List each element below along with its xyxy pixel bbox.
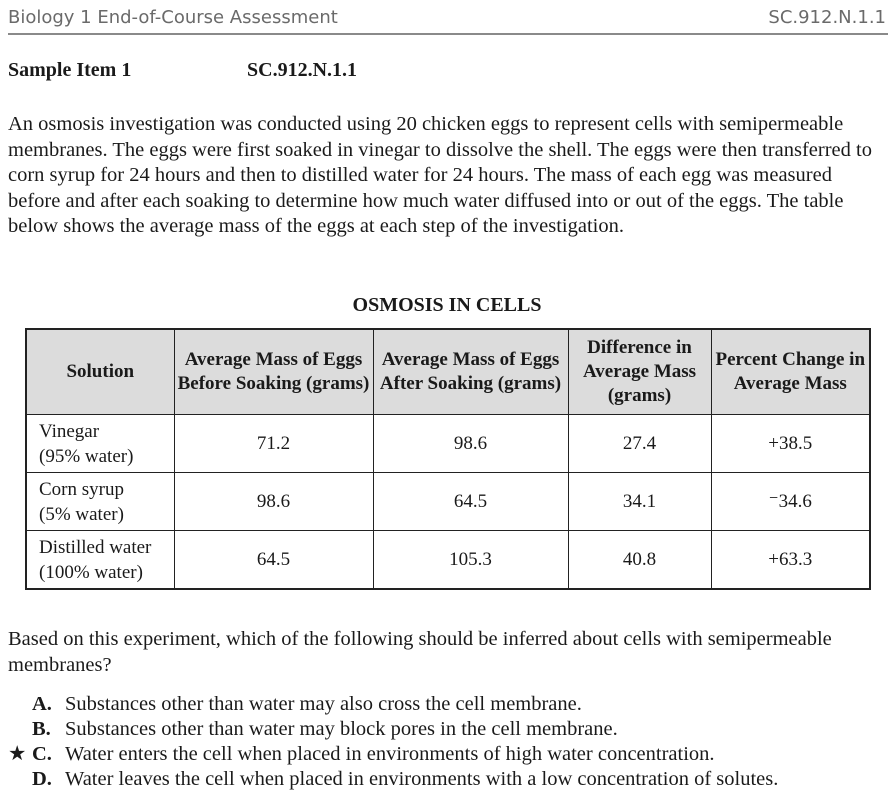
header-mass-after: Average Mass of Eggs After Soaking (grams) (373, 329, 568, 415)
mass-after-cell: 64.5 (373, 473, 568, 531)
header-solution: Solution (26, 329, 174, 415)
page-header (8, 6, 888, 35)
option-text: Water enters the cell when placed in environments of high water concentration. (65, 743, 715, 765)
difference-cell: 27.4 (568, 415, 711, 473)
question-stem: Based on this experiment, which of the following should be inferred about cells with semipermeable membranes? (8, 628, 832, 676)
header-mass-before: Average Mass of Eggs Before Soaking (grams) (174, 329, 373, 415)
sample-item-code: SC.912.N.1.1 (247, 59, 358, 81)
solution-name: Distilled water (39, 536, 152, 558)
assessment-title: Biology 1 End-of-Course Assessment (8, 7, 338, 28)
percent-change-cell: +63.3 (711, 531, 870, 590)
table-title: OSMOSIS IN CELLS (352, 294, 542, 316)
table-row (26, 531, 870, 590)
mass-before-cell: 98.6 (174, 473, 373, 531)
mass-before-cell: 64.5 (174, 531, 373, 590)
mass-after-cell: 105.3 (373, 531, 568, 590)
solution-cell (26, 531, 174, 590)
benchmark-code: SC.912.N.1.1 (768, 7, 886, 28)
option-letter: D. (32, 768, 52, 790)
solution-name: Vinegar (39, 420, 100, 442)
solution-water: (5% water) (39, 503, 124, 525)
percent-change-cell: +38.5 (711, 415, 870, 473)
difference-cell: 40.8 (568, 531, 711, 590)
option-text: Water leaves the cell when placed in environments with a low concentration of solutes. (65, 768, 779, 790)
percent-change-cell: ⁻34.6 (711, 473, 870, 531)
mass-before-cell: 71.2 (174, 415, 373, 473)
solution-cell (26, 473, 174, 531)
intro-paragraph: An osmosis investigation was conducted using 20 chicken eggs to represent cells with semipermeable membranes. The eggs were first soaked in vinegar to dissolve the shell. The eggs were then transferred to corn syrup for 24 hours and then to distilled water for 24 hours. The mass of each egg was measured before and after each soaking to determine how much water diffused into or out of the eggs. The table below shows the average mass of the eggs at each step of the investigation. (8, 113, 872, 237)
solution-name: Corn syrup (39, 478, 124, 500)
mass-after-cell: 98.6 (373, 415, 568, 473)
option-letter: B. (32, 718, 51, 740)
solution-water: (95% water) (39, 445, 134, 467)
option-text: Substances other than water may also cross the cell membrane. (65, 693, 582, 715)
osmosis-table (25, 328, 871, 590)
table-row (26, 415, 870, 473)
difference-cell: 34.1 (568, 473, 711, 531)
option-text: Substances other than water may block pores in the cell membrane. (65, 718, 618, 740)
sample-item-label: Sample Item 1 (8, 59, 132, 81)
solution-water: (100% water) (39, 561, 143, 583)
star-icon: ★ (8, 743, 27, 765)
header-difference: Difference in Average Mass (grams) (568, 329, 711, 415)
header-percent-change: Percent Change in Average Mass (711, 329, 870, 415)
table-row (26, 473, 870, 531)
solution-cell (26, 415, 174, 473)
option-letter: A. (32, 693, 52, 715)
table-header-row (26, 329, 870, 415)
option-letter: C. (32, 743, 52, 765)
